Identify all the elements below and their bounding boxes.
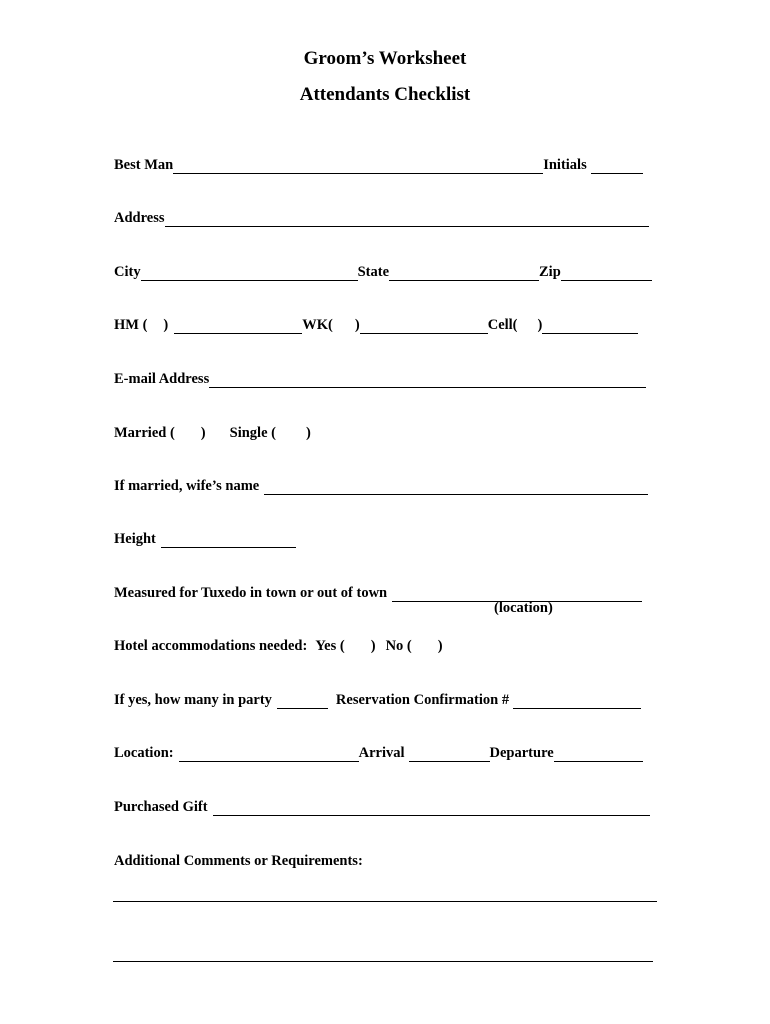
wife-label: If married, wife’s name	[114, 478, 260, 494]
no-close: )	[437, 638, 443, 654]
wk-label: WK(	[302, 317, 333, 333]
no-label: No (	[385, 638, 412, 654]
state-label: State	[357, 264, 390, 280]
height-field[interactable]	[161, 533, 296, 548]
reservation-field[interactable]	[513, 694, 641, 709]
single-label: Single (	[229, 425, 276, 441]
departure-label: Departure	[489, 745, 554, 761]
wife-row	[114, 475, 648, 495]
married-close: )	[200, 425, 206, 441]
city-state-zip-row	[114, 261, 652, 281]
single-close: )	[305, 425, 311, 441]
zip-label: Zip	[539, 264, 561, 280]
party-row	[114, 689, 641, 709]
yes-close: )	[370, 638, 376, 654]
phone-row	[114, 314, 638, 334]
height-row	[114, 528, 296, 548]
initials-field[interactable]	[591, 159, 643, 174]
initials-label: Initials	[543, 157, 587, 173]
best-man-field[interactable]	[173, 159, 543, 174]
page-subtitle: Attendants Checklist	[299, 84, 471, 105]
arrival-label: Arrival	[358, 745, 405, 761]
best-man-row	[114, 154, 643, 174]
email-row	[114, 368, 646, 388]
location-field[interactable]	[179, 747, 359, 762]
arrival-field[interactable]	[409, 747, 490, 762]
zip-field[interactable]	[561, 266, 652, 281]
tuxedo-row	[114, 582, 642, 602]
wk-close: )	[354, 317, 360, 333]
yes-label: Yes (	[315, 638, 345, 654]
hm-close: )	[163, 317, 169, 333]
cell-close: )	[537, 317, 543, 333]
hm-label: HM (	[114, 317, 148, 333]
comments-label: Additional Comments or Requirements:	[114, 853, 363, 869]
gift-row	[114, 796, 650, 816]
hotel-label: Hotel accommodations needed:	[114, 638, 308, 654]
home-phone-field[interactable]	[174, 319, 302, 334]
email-label: E-mail Address	[114, 371, 210, 387]
comments-line-1[interactable]	[113, 901, 657, 902]
wife-name-field[interactable]	[264, 480, 648, 495]
party-count-field[interactable]	[277, 694, 328, 709]
married-label: Married (	[114, 425, 175, 441]
height-label: Height	[114, 531, 156, 547]
city-field[interactable]	[141, 266, 358, 281]
page-title: Groom’s Worksheet	[303, 48, 467, 69]
reservation-label: Reservation Confirmation #	[335, 692, 510, 708]
work-phone-field[interactable]	[360, 319, 488, 334]
address-row	[114, 207, 649, 227]
party-label: If yes, how many in party	[114, 692, 272, 708]
tuxedo-label: Measured for Tuxedo in town or out of town	[114, 585, 388, 601]
address-label: Address	[114, 210, 165, 226]
email-field[interactable]	[209, 373, 646, 388]
travel-row	[114, 742, 643, 762]
location-note: (location)	[494, 600, 553, 616]
cell-phone-field[interactable]	[542, 319, 638, 334]
hotel-row	[114, 635, 443, 655]
marital-row	[114, 422, 311, 442]
departure-field[interactable]	[554, 747, 643, 762]
city-label: City	[114, 264, 141, 280]
best-man-label: Best Man	[114, 157, 174, 173]
state-field[interactable]	[389, 266, 539, 281]
cell-label: Cell(	[487, 317, 518, 333]
gift-label: Purchased Gift	[114, 799, 208, 815]
location-label: Location:	[114, 745, 174, 761]
address-field[interactable]	[165, 212, 649, 227]
comments-line-2[interactable]	[113, 961, 653, 962]
comments-row	[114, 850, 363, 870]
gift-field[interactable]	[213, 801, 650, 816]
